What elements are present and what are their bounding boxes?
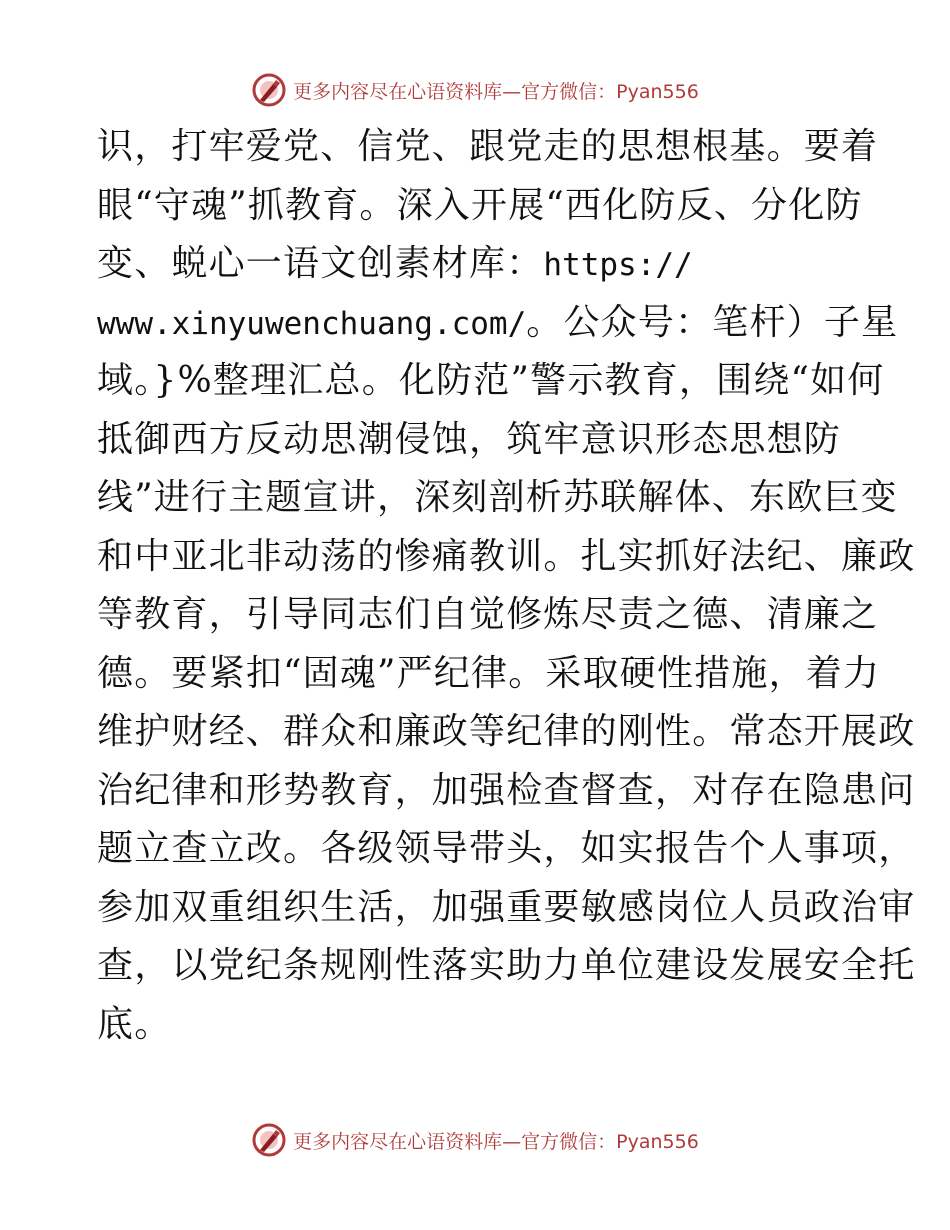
body-line: 维护财经、群众和廉政等纪律的刚性。常态开展政 [97, 711, 916, 752]
body-line: 识，打牢爱党、信党、跟党走的思想根基。要着 [97, 126, 879, 167]
document-body [97, 118, 916, 1054]
footer-text [293, 1127, 699, 1154]
body-line [97, 294, 899, 353]
body-line [97, 235, 857, 294]
body-line: 域。}%整理汇总。化防范”警示教育，围绕“如何 [97, 360, 885, 401]
body-line-part: 变、蜕心一语文创素材库： [97, 243, 544, 284]
footer-dash: — [502, 1130, 522, 1153]
url-prefix: https:// [543, 247, 693, 283]
body-line: 题立查立改。各级领导带头，如实报告个人事项， [97, 828, 916, 869]
body-line: 抵御西方反动思潮侵蚀，筑牢意识形态思想防 [97, 418, 842, 460]
header-wechat: 官方微信：Pyan556 [521, 80, 699, 103]
body-line: 线”进行主题宣讲，深刻剖析苏联解体、东欧巨变 [97, 477, 898, 518]
body-line: 眼“守魂”抓教育。深入开展“西化防反、分化防 [97, 184, 863, 226]
footer-wechat: 官方微信：Pyan556 [521, 1130, 699, 1153]
footer-banner [0, 1120, 950, 1160]
pen-logo-icon [251, 1122, 287, 1158]
body-line: 和中亚北非动荡的惨痛教训。扎实抓好法纪、廉政 [97, 535, 916, 577]
header-text [293, 77, 699, 104]
body-line: 治纪律和形势教育，加强检查督查，对存在隐患问 [97, 769, 916, 811]
url-domain: www.xinyuwenchuang.com/ [97, 305, 527, 342]
body-line: 德。要紧扣“固魂”严纪律。采取硬性措施，着力 [97, 652, 881, 694]
body-line: 底。 [97, 1003, 172, 1045]
body-line: 等教育，引导同志们自觉修炼尽责之德、清廉之 [97, 594, 879, 635]
body-line-part: 。公众号：笔杆）子星 [526, 301, 899, 343]
pen-logo-icon [251, 72, 287, 108]
header-site-name: 更多内容尽在心语资料库 [293, 80, 503, 103]
body-line: 查，以党纪条规刚性落实助力单位建设发展安全托 [97, 945, 916, 986]
body-line: 参加双重组织生活，加强重要敏感岗位人员政治审 [97, 886, 916, 928]
header-banner [0, 70, 950, 110]
header-dash: — [502, 80, 522, 103]
footer-site-name: 更多内容尽在心语资料库 [293, 1130, 503, 1153]
